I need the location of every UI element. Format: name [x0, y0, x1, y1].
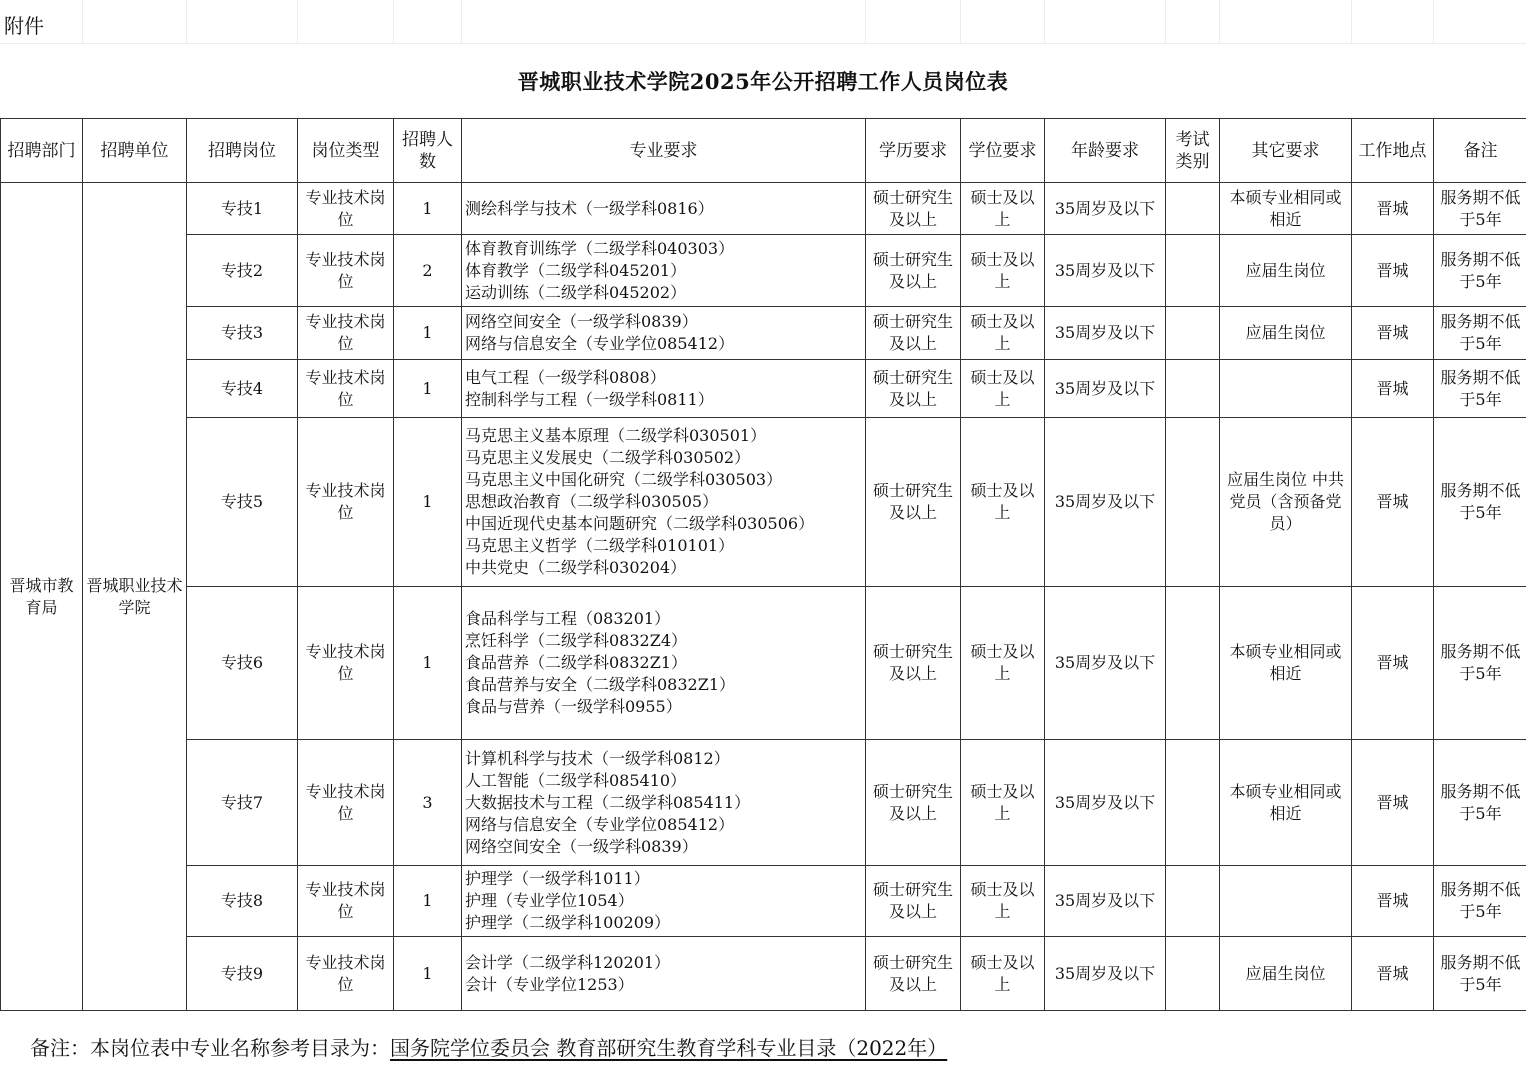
major-item: 中国近现代史基本问题研究（二级学科030506） — [465, 514, 815, 533]
exam-cell — [1166, 866, 1220, 937]
major-item: 食品营养与安全（二级学科0832Z1） — [465, 675, 736, 694]
major-item: 会计（专业学位1253） — [465, 974, 634, 994]
header-education: 学历要求 — [866, 119, 961, 183]
age-cell: 35周岁及以下 — [1045, 183, 1166, 235]
post-type-cell: 专业技术岗位 — [298, 587, 394, 740]
major-item: 体育教育训练学（二级学科040303） — [465, 238, 735, 258]
count-cell: 1 — [394, 937, 462, 1011]
header-other: 其它要求 — [1220, 119, 1352, 183]
table-row — [1, 587, 1526, 740]
major-item: 烹饪科学（二级学科0832Z4） — [465, 631, 688, 650]
major-cell — [462, 360, 866, 418]
location-cell: 晋城 — [1352, 866, 1434, 937]
post-cell: 专技5 — [187, 418, 298, 587]
count-cell: 3 — [394, 740, 462, 866]
degree-cell: 硕士及以上 — [961, 360, 1045, 418]
degree-cell: 硕士及以上 — [961, 418, 1045, 587]
major-item: 中共党史（二级学科030204） — [465, 558, 687, 577]
exam-cell — [1166, 307, 1220, 360]
age-cell: 35周岁及以下 — [1045, 418, 1166, 587]
major-item: 食品与营养（一级学科0955） — [465, 697, 682, 716]
location-cell: 晋城 — [1352, 418, 1434, 587]
major-cell — [462, 866, 866, 937]
header-degree: 学位要求 — [961, 119, 1045, 183]
post-cell: 专技9 — [187, 937, 298, 1011]
post-cell: 专技6 — [187, 587, 298, 740]
remark-cell: 服务期不低于5年 — [1434, 866, 1526, 937]
major-item: 运动训练（二级学科045202） — [465, 282, 687, 302]
major-item: 网络与信息安全（专业学位085412） — [465, 334, 735, 353]
education-cell: 硕士研究生及以上 — [866, 183, 961, 235]
other-cell: 本硕专业相同或相近 — [1220, 587, 1352, 740]
post-type-cell: 专业技术岗位 — [298, 937, 394, 1011]
age-cell: 35周岁及以下 — [1045, 866, 1166, 937]
header-post: 招聘岗位 — [187, 119, 298, 183]
major-item: 电气工程（一级学科0808） — [465, 367, 666, 387]
count-cell: 1 — [394, 866, 462, 937]
post-type-cell: 专业技术岗位 — [298, 360, 394, 418]
post-cell: 专技1 — [187, 183, 298, 235]
major-item: 计算机科学与技术（一级学科0812） — [465, 748, 730, 768]
header-exam: 考试类别 — [1166, 119, 1220, 183]
table-header-row — [1, 119, 1526, 183]
location-cell: 晋城 — [1352, 740, 1434, 866]
education-cell: 硕士研究生及以上 — [866, 360, 961, 418]
table-row — [1, 360, 1526, 418]
remark-cell: 服务期不低于5年 — [1434, 183, 1526, 235]
post-type-cell: 专业技术岗位 — [298, 866, 394, 937]
table-row — [1, 307, 1526, 360]
table-row — [1, 183, 1526, 235]
age-cell: 35周岁及以下 — [1045, 587, 1166, 740]
header-dept: 招聘部门 — [1, 119, 83, 183]
count-cell: 1 — [394, 183, 462, 235]
table-row — [1, 866, 1526, 937]
major-item: 会计学（二级学科120201） — [465, 952, 671, 972]
header-post-type: 岗位类型 — [298, 119, 394, 183]
degree-cell: 硕士及以上 — [961, 937, 1045, 1011]
education-cell: 硕士研究生及以上 — [866, 418, 961, 587]
count-cell: 1 — [394, 360, 462, 418]
major-item: 思想政治教育（二级学科030505） — [465, 492, 719, 511]
exam-cell — [1166, 418, 1220, 587]
major-item: 控制科学与工程（一级学科0811） — [465, 389, 714, 409]
education-cell: 硕士研究生及以上 — [866, 740, 961, 866]
table-row — [1, 740, 1526, 866]
exam-cell — [1166, 740, 1220, 866]
age-cell: 35周岁及以下 — [1045, 937, 1166, 1011]
post-type-cell: 专业技术岗位 — [298, 740, 394, 866]
footnote — [30, 1032, 947, 1061]
major-cell — [462, 235, 866, 307]
attachment-label: 附件 — [4, 14, 44, 38]
major-item: 网络与信息安全（专业学位085412） — [465, 814, 735, 834]
major-item: 网络空间安全（一级学科0839） — [465, 836, 698, 856]
other-cell: 应届生岗位 中共党员（含预备党员） — [1220, 418, 1352, 587]
location-cell: 晋城 — [1352, 235, 1434, 307]
recruitment-table — [0, 118, 1526, 1011]
age-cell: 35周岁及以下 — [1045, 740, 1166, 866]
age-cell: 35周岁及以下 — [1045, 360, 1166, 418]
age-cell: 35周岁及以下 — [1045, 235, 1166, 307]
major-cell — [462, 587, 866, 740]
post-type-cell: 专业技术岗位 — [298, 235, 394, 307]
post-cell: 专技7 — [187, 740, 298, 866]
major-item: 大数据技术与工程（二级学科085411） — [465, 792, 751, 812]
degree-cell: 硕士及以上 — [961, 183, 1045, 235]
major-cell — [462, 740, 866, 866]
post-type-cell: 专业技术岗位 — [298, 307, 394, 360]
unit-cell: 晋城职业技术学院 — [83, 183, 187, 1011]
remark-cell: 服务期不低于5年 — [1434, 587, 1526, 740]
header-major: 专业要求 — [462, 119, 866, 183]
count-cell: 1 — [394, 587, 462, 740]
major-item: 护理学（二级学科100209） — [465, 913, 671, 932]
header-age: 年龄要求 — [1045, 119, 1166, 183]
header-count: 招聘人数 — [394, 119, 462, 183]
dept-cell: 晋城市教育局 — [1, 183, 83, 1011]
sheet-gridlines — [0, 0, 1526, 44]
count-cell: 2 — [394, 235, 462, 307]
other-cell — [1220, 360, 1352, 418]
other-cell: 本硕专业相同或相近 — [1220, 183, 1352, 235]
education-cell: 硕士研究生及以上 — [866, 937, 961, 1011]
header-location: 工作地点 — [1352, 119, 1434, 183]
remark-cell: 服务期不低于5年 — [1434, 235, 1526, 307]
age-cell: 35周岁及以下 — [1045, 307, 1166, 360]
remark-cell: 服务期不低于5年 — [1434, 937, 1526, 1011]
major-cell — [462, 937, 866, 1011]
major-item: 测绘科学与技术（一级学科0816） — [465, 198, 714, 218]
exam-cell — [1166, 937, 1220, 1011]
degree-cell: 硕士及以上 — [961, 235, 1045, 307]
degree-cell: 硕士及以上 — [961, 307, 1045, 360]
table-row — [1, 418, 1526, 587]
remark-cell: 服务期不低于5年 — [1434, 740, 1526, 866]
major-item: 网络空间安全（一级学科0839） — [465, 312, 698, 331]
post-type-cell: 专业技术岗位 — [298, 418, 394, 587]
footnote-reference: 国务院学位委员会 教育部研究生教育学科专业目录（2022年） — [390, 1036, 948, 1060]
header-unit: 招聘单位 — [83, 119, 187, 183]
major-item: 马克思主义中国化研究（二级学科030503） — [465, 470, 783, 489]
education-cell: 硕士研究生及以上 — [866, 587, 961, 740]
major-item: 马克思主义基本原理（二级学科030501） — [465, 426, 767, 445]
other-cell — [1220, 866, 1352, 937]
post-cell: 专技4 — [187, 360, 298, 418]
post-cell: 专技2 — [187, 235, 298, 307]
table-row — [1, 235, 1526, 307]
location-cell: 晋城 — [1352, 587, 1434, 740]
location-cell: 晋城 — [1352, 937, 1434, 1011]
major-cell — [462, 183, 866, 235]
other-cell: 应届生岗位 — [1220, 937, 1352, 1011]
exam-cell — [1166, 235, 1220, 307]
degree-cell: 硕士及以上 — [961, 587, 1045, 740]
major-cell — [462, 307, 866, 360]
education-cell: 硕士研究生及以上 — [866, 235, 961, 307]
other-cell: 本硕专业相同或相近 — [1220, 740, 1352, 866]
count-cell: 1 — [394, 307, 462, 360]
page-title: 晋城职业技术学院2025年公开招聘工作人员岗位表 — [517, 69, 1009, 94]
major-cell — [462, 418, 866, 587]
table-row — [1, 937, 1526, 1011]
remark-cell: 服务期不低于5年 — [1434, 360, 1526, 418]
degree-cell: 硕士及以上 — [961, 740, 1045, 866]
degree-cell: 硕士及以上 — [961, 866, 1045, 937]
major-item: 人工智能（二级学科085410） — [465, 770, 687, 790]
remark-cell: 服务期不低于5年 — [1434, 307, 1526, 360]
major-item: 护理（专业学位1054） — [465, 891, 634, 910]
count-cell: 1 — [394, 418, 462, 587]
exam-cell — [1166, 587, 1220, 740]
major-item: 食品科学与工程（083201） — [465, 609, 671, 628]
major-item: 护理学（一级学科1011） — [465, 869, 650, 888]
header-remark: 备注 — [1434, 119, 1526, 183]
location-cell: 晋城 — [1352, 307, 1434, 360]
other-cell: 应届生岗位 — [1220, 235, 1352, 307]
exam-cell — [1166, 360, 1220, 418]
major-item: 食品营养（二级学科0832Z1） — [465, 653, 688, 672]
post-type-cell: 专业技术岗位 — [298, 183, 394, 235]
education-cell: 硕士研究生及以上 — [866, 307, 961, 360]
exam-cell — [1166, 183, 1220, 235]
post-cell: 专技3 — [187, 307, 298, 360]
location-cell: 晋城 — [1352, 360, 1434, 418]
major-item: 马克思主义哲学（二级学科010101） — [465, 536, 735, 555]
post-cell: 专技8 — [187, 866, 298, 937]
other-cell: 应届生岗位 — [1220, 307, 1352, 360]
remark-cell: 服务期不低于5年 — [1434, 418, 1526, 587]
major-item: 马克思主义发展史（二级学科030502） — [465, 448, 751, 467]
location-cell: 晋城 — [1352, 183, 1434, 235]
major-item: 体育教学（二级学科045201） — [465, 260, 687, 280]
footnote-prefix: 备注：本岗位表中专业名称参考目录为： — [30, 1036, 390, 1060]
education-cell: 硕士研究生及以上 — [866, 866, 961, 937]
